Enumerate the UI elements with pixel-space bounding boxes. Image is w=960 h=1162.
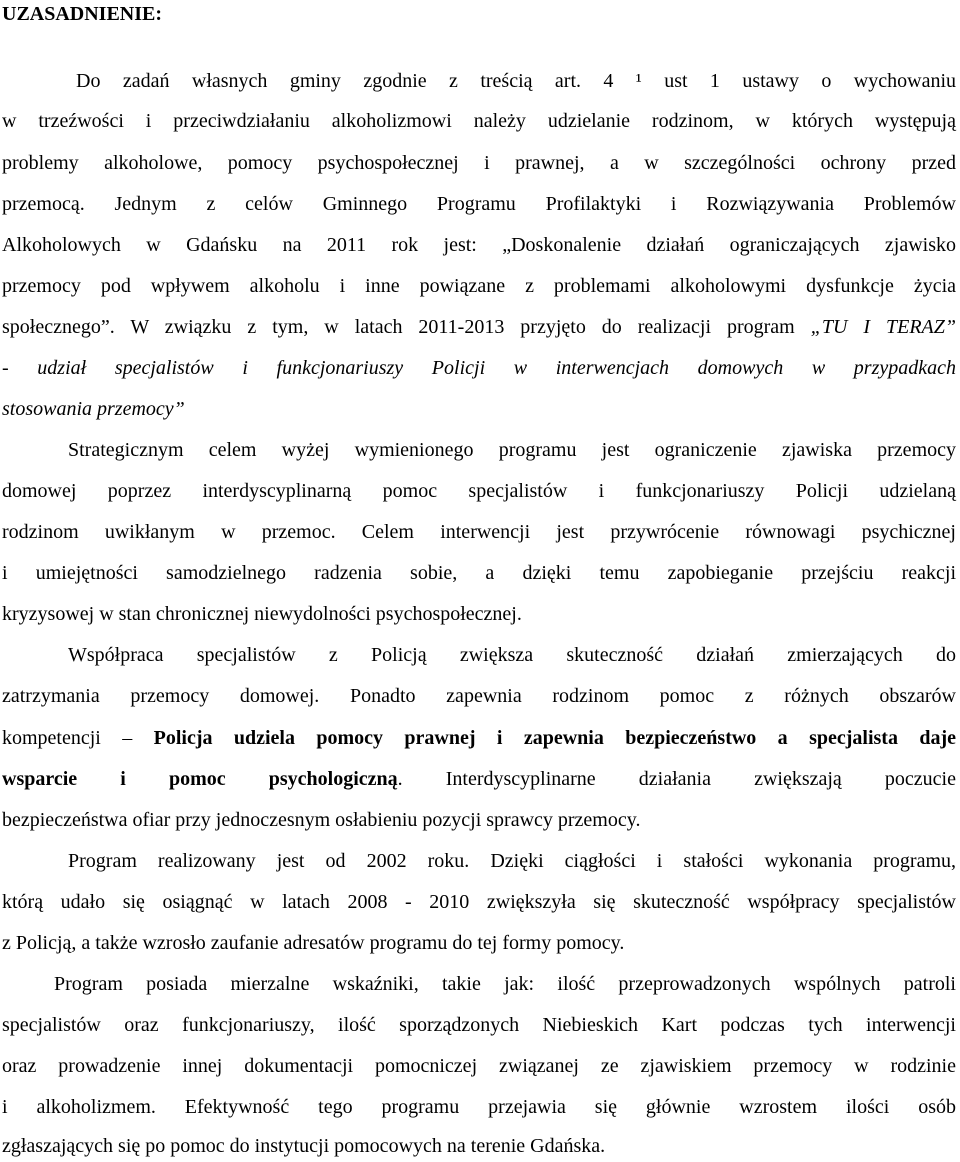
paragraph-3-line-5: bezpieczeństwa ofiar przy jednoczesnym osłabieniu pozycji sprawcy przemocy.: [2, 809, 641, 831]
paragraph-1-line-6: przemocy pod wpływem alkoholu i inne powiązane z problemami alkoholowymi dysfunkcje życia: [2, 275, 956, 297]
paragraph-1-line-3: problemy alkoholowe, pomocy psychospołecznej i prawnej, a w szczególności ochrony przed: [2, 152, 956, 174]
paragraph-2-line-5: kryzysowej w stan chronicznej niewydolności psychospołecznej.: [2, 603, 522, 625]
paragraph-5-line-2: specjalistów oraz funkcjonariuszy, ilość sporządzonych Niebieskich Kart podczas tych interwencji: [2, 1014, 956, 1036]
paragraph-5-line-4: i alkoholizmem. Efektywność tego programu przejawia się głównie wzrostem ilości osób: [2, 1096, 956, 1118]
paragraph-1-line-1: Do zadań własnych gminy zgodnie z treścią art. 4 ¹ ust 1 ustawy o wychowaniu: [76, 70, 956, 92]
paragraph-3-line-3: [2, 726, 956, 750]
paragraph-2-line-1: Strategicznym celem wyżej wymienionego programu jest ograniczenie zjawiska przemocy: [68, 439, 956, 461]
paragraph-1-line-5: Alkoholowych w Gdańsku na 2011 rok jest: „Doskonalenie działań ograniczających zjawisko: [2, 234, 956, 256]
paragraph-4-line-1: Program realizowany jest od 2002 roku. Dzięki ciągłości i stałości wykonania programu,: [68, 850, 956, 872]
program-name: „TU I TERAZ”: [810, 316, 956, 338]
paragraph-1-line-8: - udział specjalistów i funkcjonariuszy Policji w interwencjach domowych w przypadkach: [2, 357, 956, 379]
paragraph-1-line-2: w trzeźwości i przeciwdziałaniu alkoholizmowi należy udzielanie rodzinom, w których występują: [2, 110, 956, 132]
document-heading: UZASADNIENIE:: [2, 3, 163, 25]
paragraph-3-line-2: zatrzymania przemocy domowej. Ponadto zapewnia rodzinom pomoc z różnych obszarów: [2, 685, 956, 707]
paragraph-2-line-3: rodzinom uwikłanym w przemoc. Celem interwencji jest przywrócenie równowagi psychicznej: [2, 521, 956, 543]
paragraph-1-line-7: [2, 315, 956, 339]
paragraph-5-line-1: Program posiada mierzalne wskaźniki, takie jak: ilość przeprowadzonych wspólnych patroli: [54, 973, 956, 995]
paragraph-3-line-4-bold: wsparcie i pomoc psychologiczną: [2, 768, 398, 790]
paragraph-5-line-3: oraz prowadzenie innej dokumentacji pomocniczej związanej ze zjawiskiem przemocy w rodzinie: [2, 1055, 956, 1077]
paragraph-2-line-2: domowej poprzez interdyscyplinarną pomoc specjalistów i funkcjonariuszy Policji udzielaną: [2, 480, 956, 502]
paragraph-5-line-5: zgłaszających się po pomoc do instytucji pomocowych na terenie Gdańska.: [2, 1135, 606, 1157]
paragraph-4-line-2: którą udało się osiągnąć w latach 2008 - 2010 zwiększyła się skuteczność współpracy specjalistów: [2, 891, 956, 913]
paragraph-1-line-9: stosowania przemocy”: [2, 398, 185, 420]
paragraph-3-line-3-text: kompetencji –: [2, 727, 154, 749]
paragraph-4-line-3: z Policją, a także wzrosło zaufanie adresatów programu do tej formy pomocy.: [2, 932, 625, 954]
paragraph-1-line-4: przemocą. Jednym z celów Gminnego Programu Profilaktyki i Rozwiązywania Problemów: [2, 193, 956, 215]
paragraph-3-line-1: Współpraca specjalistów z Policją zwiększa skuteczność działań zmierzających do: [68, 644, 956, 666]
paragraph-3-line-3-bold: Policja udziela pomocy prawnej i zapewnia bezpieczeństwo a specjalista daje: [153, 727, 956, 749]
paragraph-3-line-4: [2, 767, 956, 791]
paragraph-1-line-7-text: społecznego”. W związku z tym, w latach 2011-2013 przyjęto do realizacji program: [2, 316, 811, 338]
paragraph-2-line-4: i umiejętności samodzielnego radzenia sobie, a dzięki temu zapobieganie przejściu reakcji: [2, 562, 956, 584]
paragraph-3-line-4-text: . Interdyscyplinarne działania zwiększają poczucie: [397, 768, 956, 790]
